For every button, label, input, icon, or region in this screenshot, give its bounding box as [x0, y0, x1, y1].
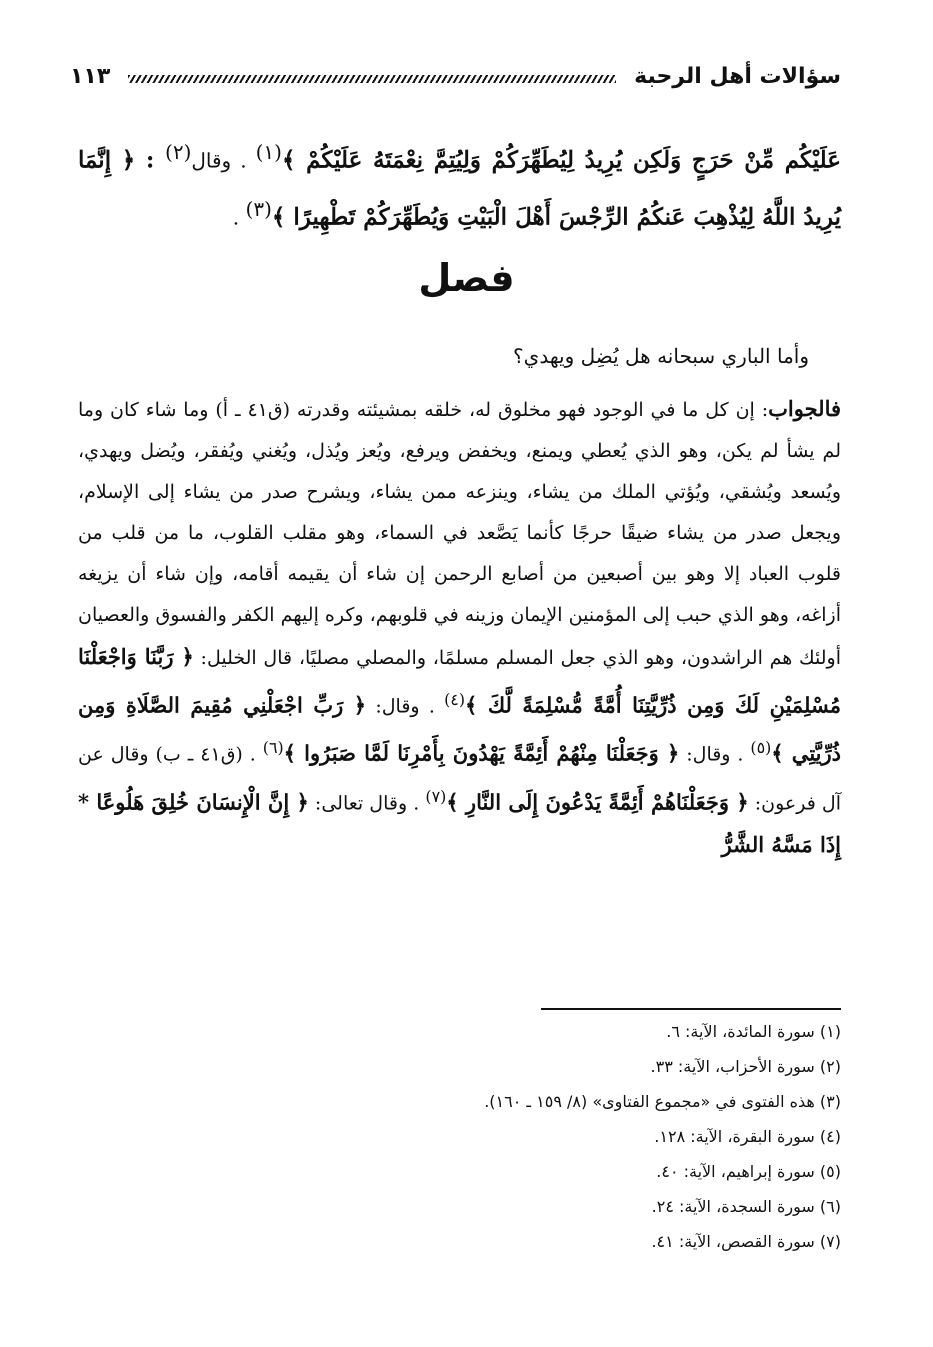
verse-fragment: ﴿ رَبِّ اجْعَلْنِي مُقِيمَ الصَّلَاةِ وَمِن ذُرِّيَّتِي ﴾ — [78, 692, 841, 766]
footnote-item: (٥) سورة إبراهيم، الآية: ٤٠. — [656, 1162, 841, 1181]
footnote-item: (٤) سورة البقرة، الآية: ١٢٨. — [654, 1127, 841, 1146]
footnote-ref: (٢) — [165, 140, 192, 164]
answer-label: فالجواب — [768, 396, 841, 421]
verse-fragment: ﴿ إِنَّ الْإِنسَانَ خُلِقَ هَلُوعًا * إِذَا مَسَّهُ الشَّرُّ — [78, 788, 841, 857]
page-header — [70, 58, 841, 94]
footnote-ref: (١) — [255, 140, 282, 164]
verse-fragment: ﴿ وَجَعَلْنَا مِنْهُمْ أَئِمَّةً يَهْدُونَ بِأَمْرِنَا لَمَّا صَبَرُوا ﴾ — [283, 740, 680, 766]
verse-fragment: ﴿ وَجَعَلْنَاهُمْ أَئِمَّةً يَدْعُونَ إِلَى النَّارِ ﴾ — [446, 788, 749, 814]
text-fragment: . وقال تعالى: — [308, 791, 426, 814]
header-decorative-rule — [128, 75, 616, 83]
footnote-ref: (٣) — [245, 196, 272, 221]
verse-fragment: ﴿ رَبَّنَا وَاجْعَلْنَا مُسْلِمَيْنِ لَكَ وَمِن ذُرِّيَّتِنَا أُمَّةً مُّسْلِمَةً لَّكَ ﴾ — [78, 644, 841, 718]
footnote-item: (٦) سورة السجدة، الآية: ٢٤. — [651, 1197, 841, 1216]
footnote-item: (٣) هذه الفتوى في «مجموع الفتاوى» (٨/ ١٥٩ ـ ١٦٠). — [484, 1092, 841, 1111]
text-fragment: . — [232, 205, 246, 230]
text-fragment: . وقال: — [679, 743, 751, 766]
text-fragment: : إن كل ما في الوجود فهو مخلوق له، خلقه بمشيئته وقدرته (ق٤١ ـ أ) وما شاء كان وما لم يشأ لم يكن، وهو الذي يُعطي ويمنع، ويخفض ويرفع، ويُعز ويُذل، ويُغني ويُفقر، ويُضل ويهدي، ويُسعد ويُشقي، ويُؤتي الملك من يشاء، وينزعه ممن يشاء، ويشرح صدر من يشاء إلى الإسلام، ويجعل صدر من يشاء ضيقًا حرجًا كأنما يَصَّعد في السماء، وهو مقلب القلوب، ما من قلب من قلوب العباد إلا وهو بين أصبعين من أصابع الرحمن إن شاء أن يقيمه أقامه، وإن شاء أن يزيغه أزاغه، وهو الذي حبب إلى المؤمنين الإيمان وزينه في قلوبهم، وكره إليهم الكفر والفسوق والعصيان أولئك هم الراشدون، وهو الذي جعل المسلم مسلمًا، والمصلي مصليًا، قال الخليل: — [78, 399, 841, 669]
answer-paragraph — [78, 388, 841, 867]
footnote-item: (١) سورة المائدة، الآية: ٦. — [666, 1022, 841, 1041]
footnote-separator — [541, 1008, 841, 1010]
footnote-item: (٧) سورة القصص، الآية: ٤١. — [651, 1232, 841, 1251]
page-number: ١١٣ — [70, 63, 111, 89]
text-fragment: . (ق٤١ ـ ب) وقال عن آل فرعون: — [78, 743, 841, 814]
section-heading: فصل — [418, 256, 515, 300]
quran-continuation — [78, 128, 841, 241]
text-fragment: . وقال — [191, 148, 256, 173]
text-fragment: . وقال: — [366, 695, 445, 718]
footnote-item: (٢) سورة الأحزاب، الآية: ٣٣. — [650, 1057, 841, 1076]
footnote-ref: (٥) — [750, 738, 772, 758]
footnotes-list — [281, 1014, 841, 1259]
verse-fragment: : ﴿ إِنَّمَا يُرِيدُ اللَّهُ لِيُذْهِبَ عَنكُمُ الرِّجْسَ أَهْلَ الْبَيْتِ وَيُطَهِّرَكُمْ تَطْهِيرًا ﴾ — [78, 146, 841, 231]
footnote-ref: (٧) — [425, 786, 447, 806]
running-title: سؤالات أهل الرحبة — [634, 63, 841, 89]
footnote-ref: (٤) — [444, 690, 465, 709]
verse-fragment: عَلَيْكُم مِّنْ حَرَجٍ وَلَكِن يُرِيدُ لِيُطَهِّرَكُمْ وَلِيُتِمَّ نِعْمَتَهُ عَلَيْكُمْ ﴾ — [281, 146, 842, 174]
question-text: وأما الباري سبحانه هل يُضِل ويهدي؟ — [513, 344, 809, 368]
footnote-ref: (٦) — [262, 738, 284, 758]
